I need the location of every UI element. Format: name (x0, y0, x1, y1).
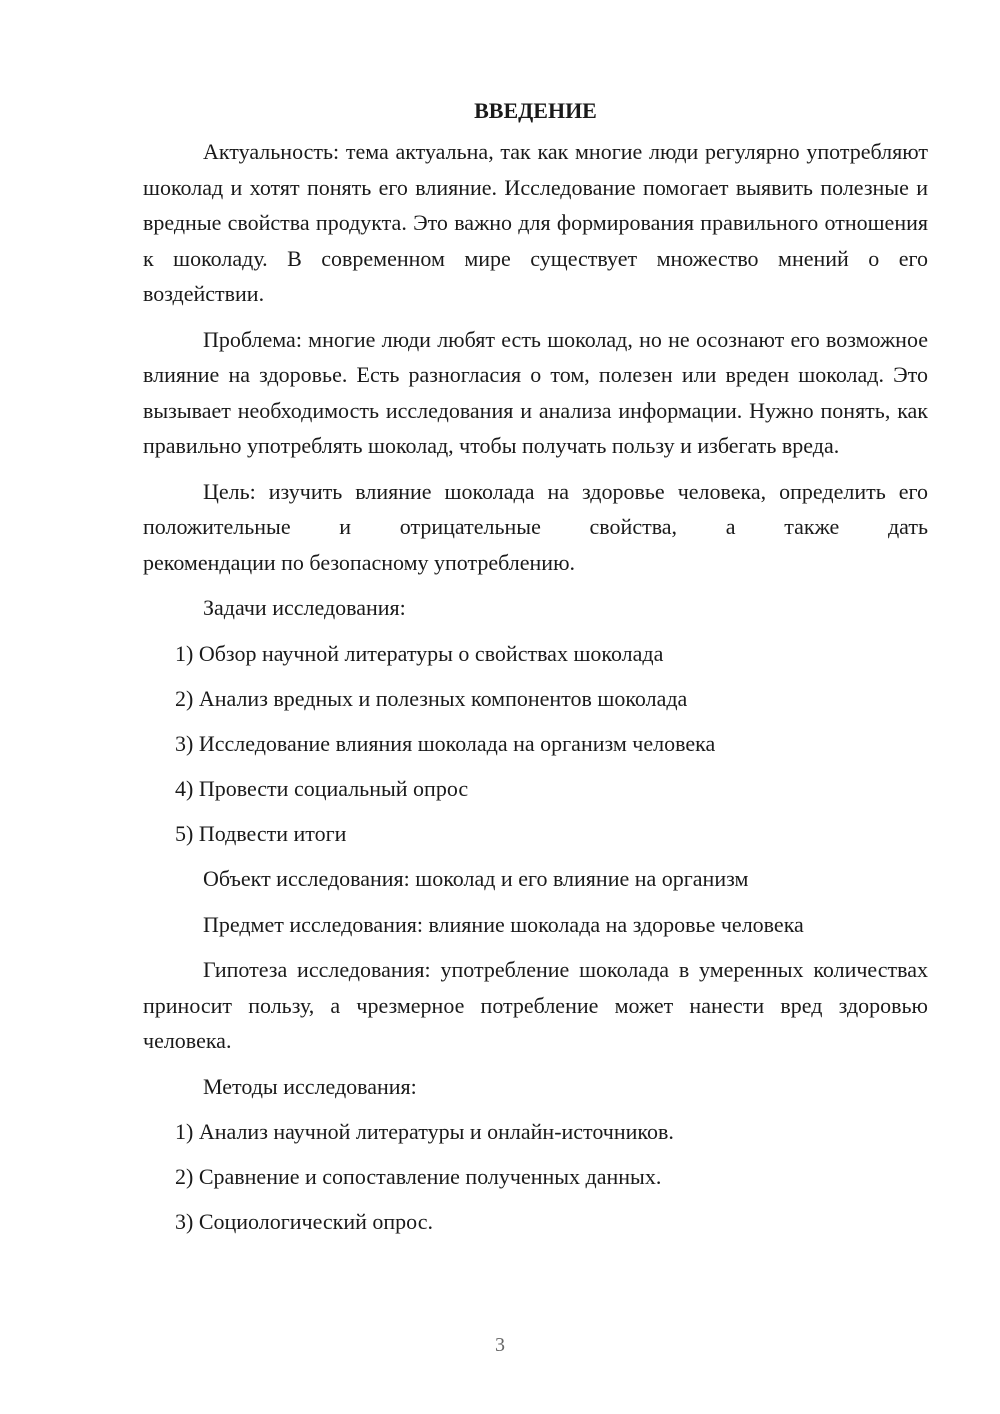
list-item: 4) Провести социальный опрос (175, 775, 469, 801)
section-heading: ВВЕДЕНИЕ (474, 98, 597, 123)
list-item: 2) Анализ вредных и полезных компонентов шоколада (175, 685, 688, 711)
list-item: 5) Подвести итоги (175, 820, 347, 846)
page-number: 3 (495, 1334, 505, 1356)
goal-paragraph (143, 474, 928, 581)
tasks-list (143, 636, 928, 852)
goal-line-2: рекомендации по безопасному употреблению. (143, 549, 576, 575)
methods-title: Методы исследования: (203, 1073, 417, 1099)
list-item: 3) Исследование влияния шоколада на организм человека (175, 730, 716, 756)
object-line: Объект исследования: шоколад и его влияние на организм (203, 866, 749, 891)
hypothesis-paragraph: Гипотеза исследования: употребление шоколада в умеренных количествах приносит пользу, а чрезмерное потребление может нанести вред здоровью человека. (143, 957, 928, 1053)
list-item: 1) Обзор научной литературы о свойствах шоколада (175, 640, 664, 666)
list-item: 3) Социологический опрос. (175, 1209, 433, 1234)
problem-paragraph: Проблема: многие люди любят есть шоколад, но не осознают его возможное влияние на здоровье. Есть разногласия о том, полезен или вреден шоколад. Это вызывает необходимость исследования и анализа информации. Нужно понять, как правильно употреблять шоколад, чтобы получать пользу и избегать вреда. (143, 326, 928, 458)
subject-line: Предмет исследования: влияние шоколада на здоровье человека (203, 911, 804, 937)
relevance-paragraph: Актуальность: тема актуальна, так как многие люди регулярно употребляют шоколад и хотят понять его влияние. Исследование помогает выявить полезные и вредные свойства продукта. Это важно для формирования правильного отношения к шоколаду. В современном мире существует множество мнений о его воздействии. (143, 139, 928, 306)
methods-list (143, 1114, 928, 1240)
list-item: 2) Сравнение и сопоставление полученных данных. (175, 1164, 662, 1189)
goal-line-1: Цель: изучить влияние шоколада на здоровье человека, определить его положительные и отрицательные свойства, а также дать (143, 478, 928, 539)
tasks-title: Задачи исследования: (203, 595, 406, 620)
document-page (143, 94, 928, 1250)
list-item: 1) Анализ научной литературы и онлайн-источников. (175, 1119, 674, 1144)
